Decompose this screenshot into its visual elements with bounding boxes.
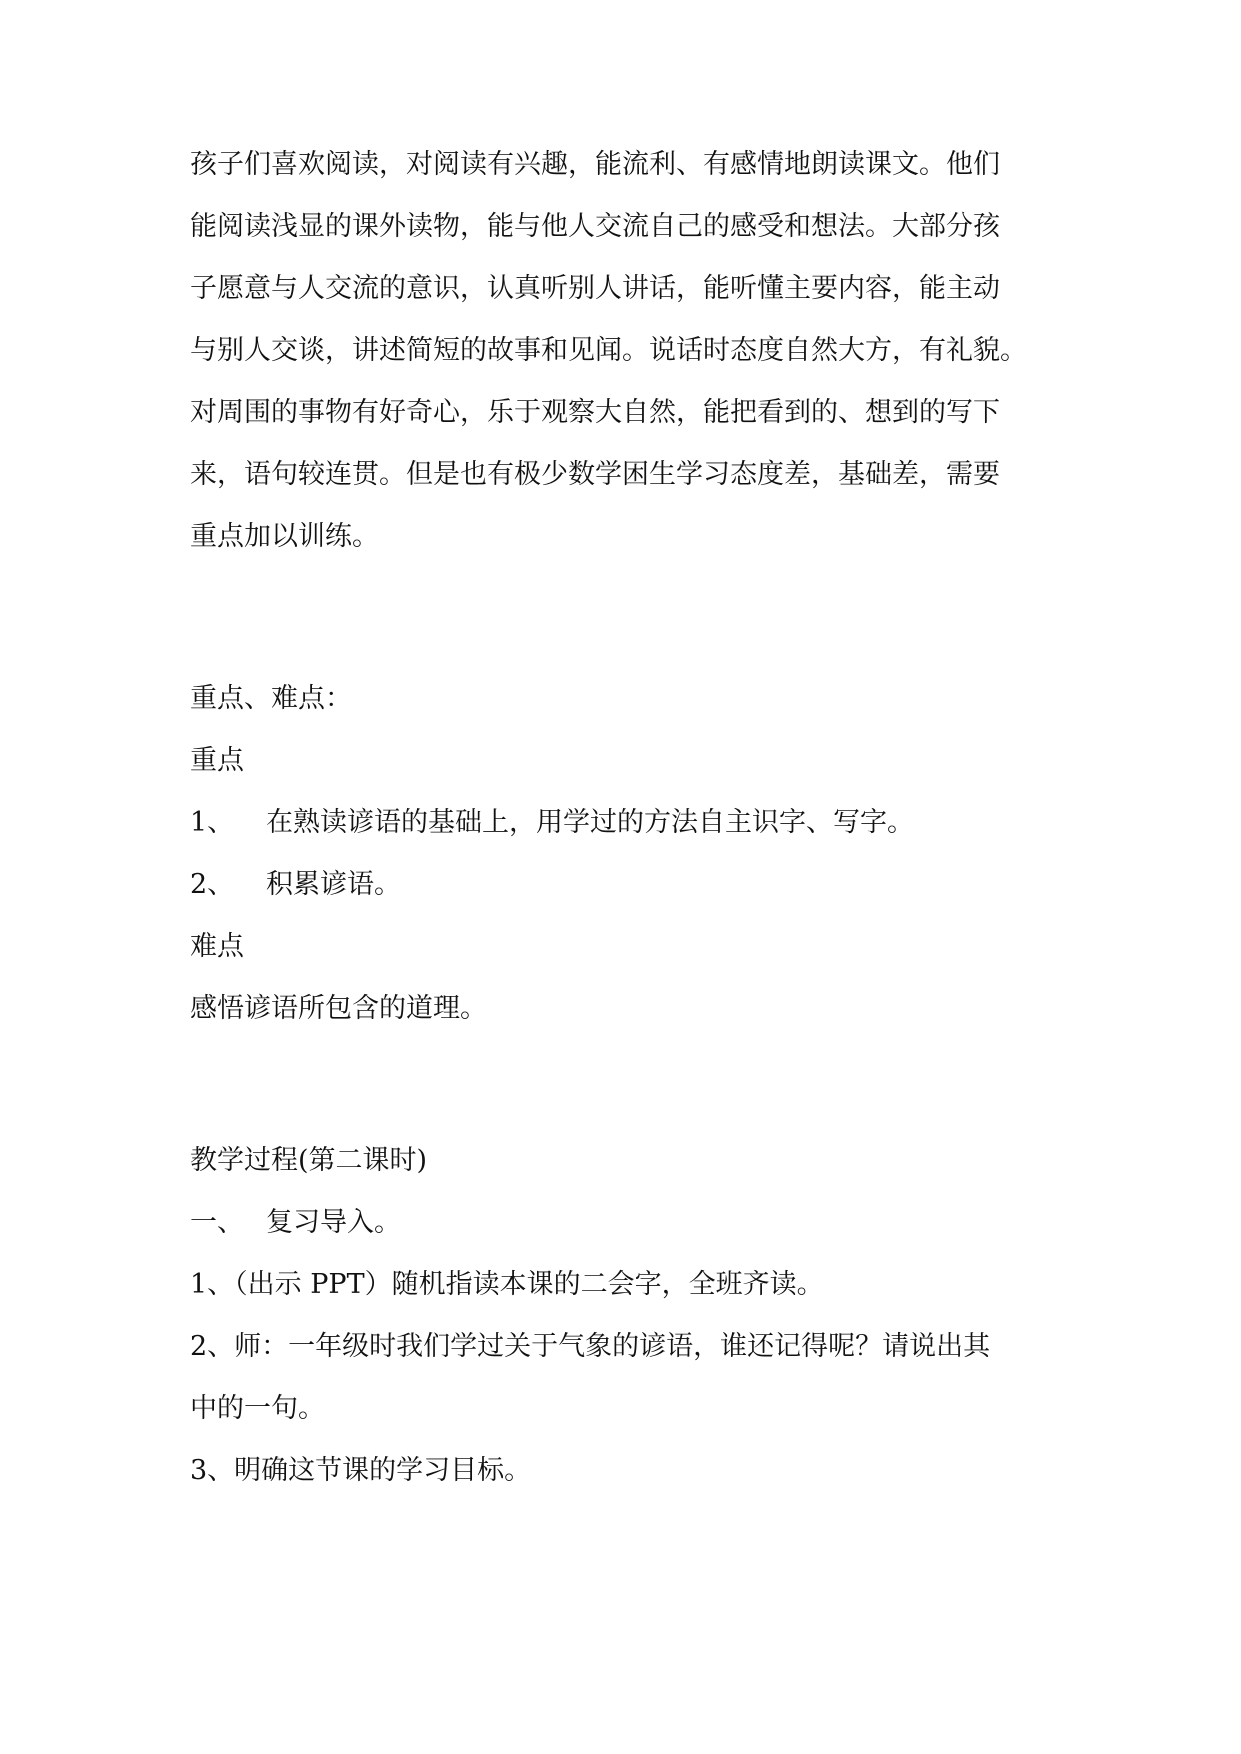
process-heading: 教学过程(第二课时) bbox=[190, 1145, 428, 1176]
paragraph-line-6: 来，语句较连贯。但是也有极少数学困生学习态度差，基础差，需要 bbox=[190, 459, 1000, 490]
key-label: 重点 bbox=[190, 745, 244, 776]
key-item-number: 1、 bbox=[190, 807, 235, 838]
process-step-1: 1、（出示 PPT）随机指读本课的二会字，全班齐读。 bbox=[190, 1269, 824, 1300]
section-number: 一、 bbox=[190, 1207, 244, 1238]
paragraph-line-1: 孩子们喜欢阅读，对阅读有兴趣，能流利、有感情地朗读课文。他们 bbox=[190, 149, 1000, 180]
key-item-text: 在熟读谚语的基础上，用学过的方法自主识字、写字。 bbox=[266, 807, 914, 838]
paragraph-line-3: 子愿意与人交流的意识，认真听别人讲话，能听懂主要内容，能主动 bbox=[190, 273, 1000, 304]
key-item-1 bbox=[190, 805, 914, 841]
key-item-text: 积累谚语。 bbox=[266, 869, 401, 900]
process-section-title bbox=[190, 1205, 401, 1241]
key-difficult-heading: 重点、难点： bbox=[190, 683, 352, 714]
paragraph-line-7: 重点加以训练。 bbox=[190, 521, 379, 552]
process-step-3: 3、明确这节课的学习目标。 bbox=[190, 1455, 532, 1486]
paragraph-line-2: 能阅读浅显的课外读物，能与他人交流自己的感受和想法。大部分孩 bbox=[190, 211, 1000, 242]
key-item-2 bbox=[190, 867, 401, 903]
key-item-number: 2、 bbox=[190, 869, 235, 900]
paragraph-line-5: 对周围的事物有好奇心，乐于观察大自然，能把看到的、想到的写下 bbox=[190, 397, 1000, 428]
difficult-text: 感悟谚语所包含的道理。 bbox=[190, 993, 487, 1024]
process-step-2-continued: 中的一句。 bbox=[190, 1393, 325, 1424]
difficult-label: 难点 bbox=[190, 931, 244, 962]
process-step-2: 2、师：一年级时我们学过关于气象的谚语，谁还记得呢？请说出其 bbox=[190, 1331, 991, 1362]
section-title-text: 复习导入。 bbox=[266, 1207, 401, 1238]
paragraph-line-4: 与别人交谈，讲述简短的故事和见闻。说话时态度自然大方，有礼貌。 bbox=[190, 335, 1027, 366]
